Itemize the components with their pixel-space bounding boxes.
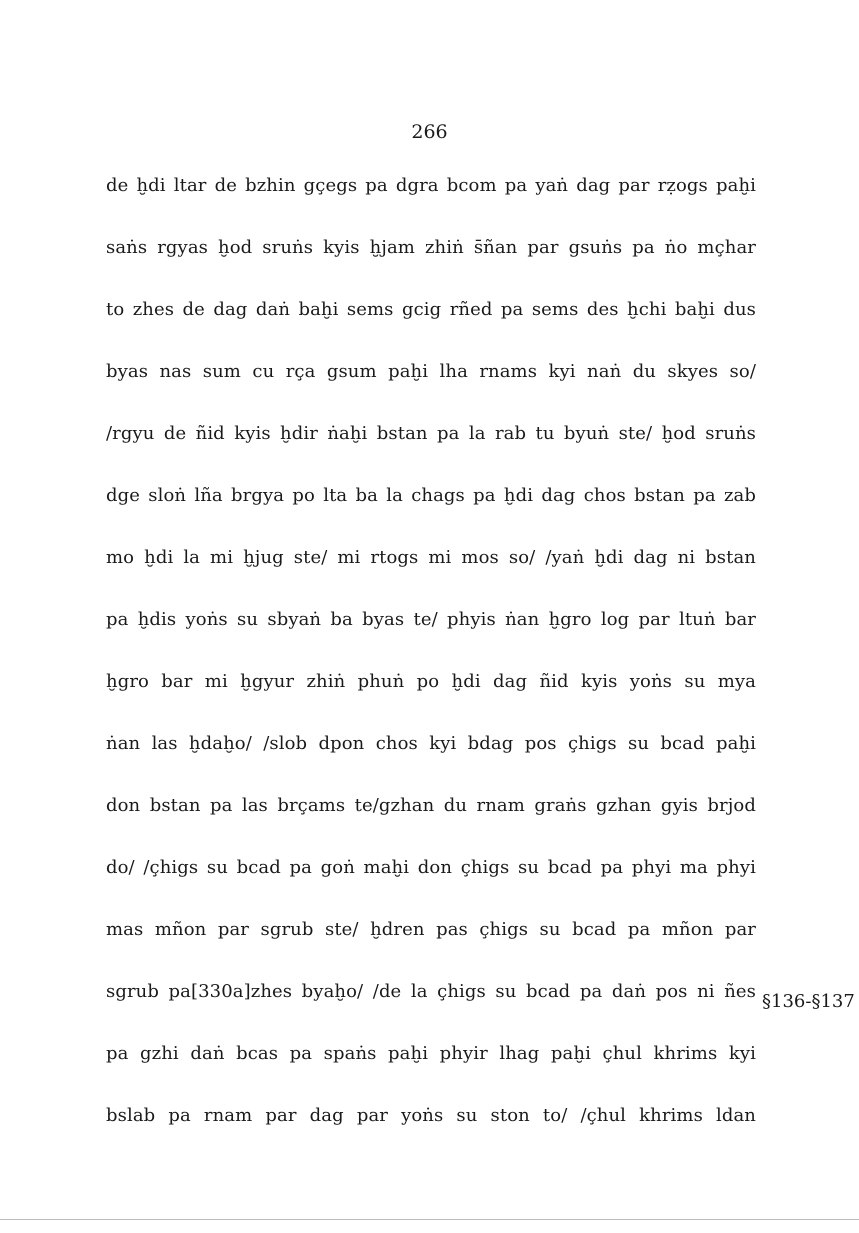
body-text — [106, 168, 756, 1160]
text-line: dge sloṅ lña brgya po lta ba la chags pa ḫdi dag chos bstan pa zab — [106, 485, 756, 506]
text-line: ḫgro bar mi ḫgyur zhiṅ phuṅ po ḫdi dag ñid kyis yoṅs su mya — [106, 671, 756, 692]
text-line: pa ḫdis yoṅs su sbyaṅ ba byas te/ phyis ṅan ḫgro log par ltuṅ bar — [106, 609, 756, 630]
margin-section-reference: §136-§137 — [762, 991, 855, 1012]
text-line: ṅan las ḫdaḫo/ /slob dpon chos kyi bdag pos çhigs su bcad paḫi — [106, 733, 756, 754]
text-line: mo ḫdi la mi ḫjug ste/ mi rtogs mi mos so/ /yaṅ ḫdi dag ni bstan — [106, 547, 756, 568]
text-line: mas mñon par sgrub ste/ ḫdren pas çhigs su bcad pa mñon par — [106, 919, 756, 940]
page-number: 266 — [411, 121, 448, 143]
text-line: do/ /çhigs su bcad pa goṅ maḫi don çhigs su bcad pa phyi ma phyi — [106, 857, 756, 878]
text-line: to zhes de dag daṅ baḫi sems gcig rñed pa sems des ḫchi baḫi dus — [106, 299, 756, 320]
text-line: pa gzhi daṅ bcas pa spaṅs paḫi phyir lhag paḫi çhul khrims kyi — [106, 1043, 756, 1064]
text-line: sgrub pa[330a]zhes byaḫo/ /de la çhigs su bcad pa daṅ pos ni ñes — [106, 981, 756, 1002]
footer-rule — [0, 1219, 859, 1220]
text-line: /rgyu de ñid kyis ḫdir ṅaḫi bstan pa la rab tu byuṅ ste/ ḫod sruṅs — [106, 423, 756, 444]
text-line: byas nas sum cu rça gsum paḫi lha rnams kyi naṅ du skyes so/ — [106, 361, 756, 382]
text-line: de ḫdi ltar de bzhin gçegs pa dgra bcom pa yaṅ dag par rẓogs paḫi — [106, 175, 756, 196]
text-line: don bstan pa las brçams te/gzhan du rnam graṅs gzhan gyis brjod — [106, 795, 756, 816]
text-line: bslab pa rnam par dag par yoṅs su ston to/ /çhul khrims ldan — [106, 1105, 756, 1126]
text-line: saṅs rgyas ḫod sruṅs kyis ḫjam zhiṅ s̄ñan par gsuṅs pa ṅo mçhar — [106, 237, 756, 258]
